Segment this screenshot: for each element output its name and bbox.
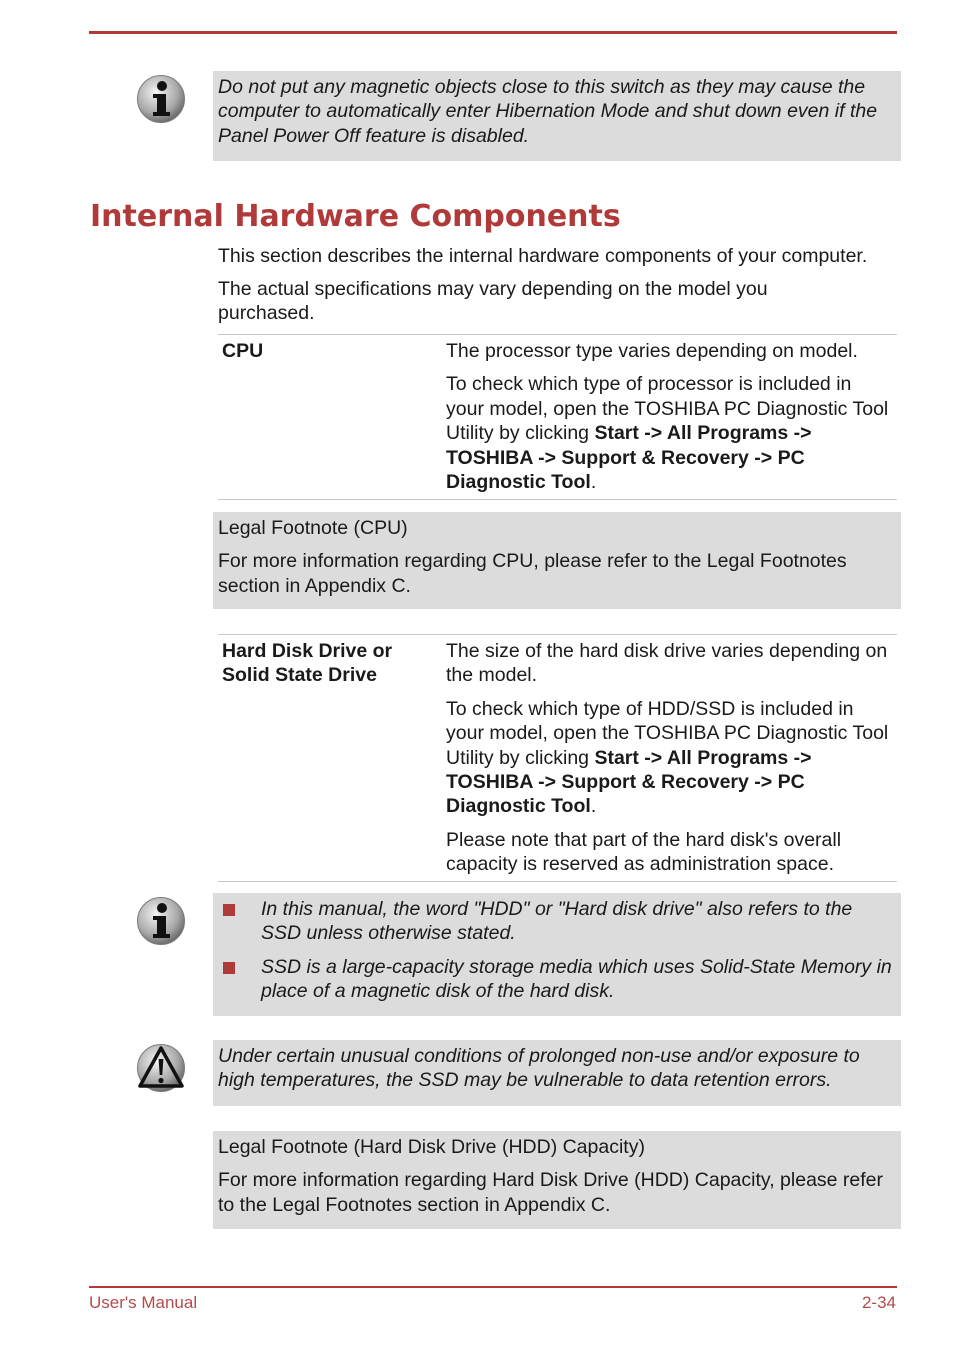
note-bullet-list	[218, 897, 895, 1004]
list-item: SSD is a large-capacity storage media which uses Solid-State Memory in place of a magnetic disk of the hard disk.	[218, 955, 895, 1004]
spec-desc-text: The processor type varies depending on model.	[446, 340, 858, 362]
spec-row-cpu	[218, 334, 897, 500]
menu-path: Start -> All Programs -> TOSHIBA -> Support & Recovery -> PC Diagnostic Tool	[446, 422, 812, 494]
spec-desc-text: To check which type of HDD/SSD is included in your model, open the TOSHIBA PC Diagnostic Tool Utility by clicking Start -> All Programs -> TOSHIBA -> Support & Recovery -> PC Diagnostic Tool.	[446, 697, 889, 818]
header-rule	[89, 31, 897, 34]
spec-description	[446, 639, 891, 886]
bullet-square-icon	[223, 962, 235, 974]
legal-footnote-cpu	[213, 512, 901, 609]
spec-desc-text: To check which type of processor is included in your model, open the TOSHIBA PC Diagnostic Tool Utility by clicking Start -> All Programs -> TOSHIBA -> Support & Recovery -> PC Diagnostic Tool.	[446, 373, 889, 494]
legal-footnote-title: Legal Footnote (CPU)	[218, 517, 408, 539]
legal-footnote-text: For more information regarding CPU, please refer to the Legal Footnotes section in Appendix C.	[218, 550, 847, 597]
spec-description	[446, 339, 891, 503]
menu-path: Start -> All Programs -> TOSHIBA -> Support & Recovery -> PC Diagnostic Tool	[446, 746, 812, 818]
caution-note	[213, 1040, 901, 1106]
info-note	[213, 71, 901, 161]
spec-row-hdd	[218, 634, 897, 882]
info-note-text: Do not put any magnetic objects close to this switch as they may cause the computer to automatically enter Hibernation Mode and shut down even if the Panel Power Off feature is disabled.	[218, 76, 878, 147]
page-number: 2-34	[861, 1293, 896, 1312]
info-icon	[136, 896, 186, 946]
legal-footnote-title: Legal Footnote (Hard Disk Drive (HDD) Capacity)	[218, 1136, 645, 1158]
caution-note-text: Under certain unusual conditions of prolonged non-use and/or exposure to high temperatures, the SSD may be vulnerable to data retention errors.	[218, 1045, 860, 1092]
section-intro: This section describes the internal hardware components of your computer.	[218, 245, 868, 267]
warning-icon	[136, 1043, 186, 1093]
legal-footnote-text: For more information regarding Hard Disk Drive (HDD) Capacity, please refer to the Legal Footnotes section in Appendix C.	[218, 1169, 884, 1216]
section-intro-2: The actual specifications may vary depending on the model you purchased.	[218, 278, 768, 325]
info-note-hdd	[213, 893, 901, 1016]
legal-footnote-hdd	[213, 1131, 901, 1229]
footer-manual-title: User's Manual	[89, 1293, 198, 1312]
spec-desc-text: Please note that part of the hard disk's overall capacity is reserved as administration space.	[446, 828, 842, 876]
footer-rule	[89, 1286, 897, 1288]
spec-term: Hard Disk Drive or Solid State Drive	[222, 640, 393, 687]
section-title: Internal Hardware Components	[90, 199, 621, 234]
spec-term: CPU	[222, 340, 264, 362]
list-item: In this manual, the word "HDD" or "Hard disk drive" also refers to the SSD unless otherwise stated.	[218, 897, 895, 946]
spec-desc-text: The size of the hard disk drive varies depending on the model.	[446, 640, 888, 687]
bullet-square-icon	[223, 904, 235, 916]
info-icon	[136, 74, 186, 124]
